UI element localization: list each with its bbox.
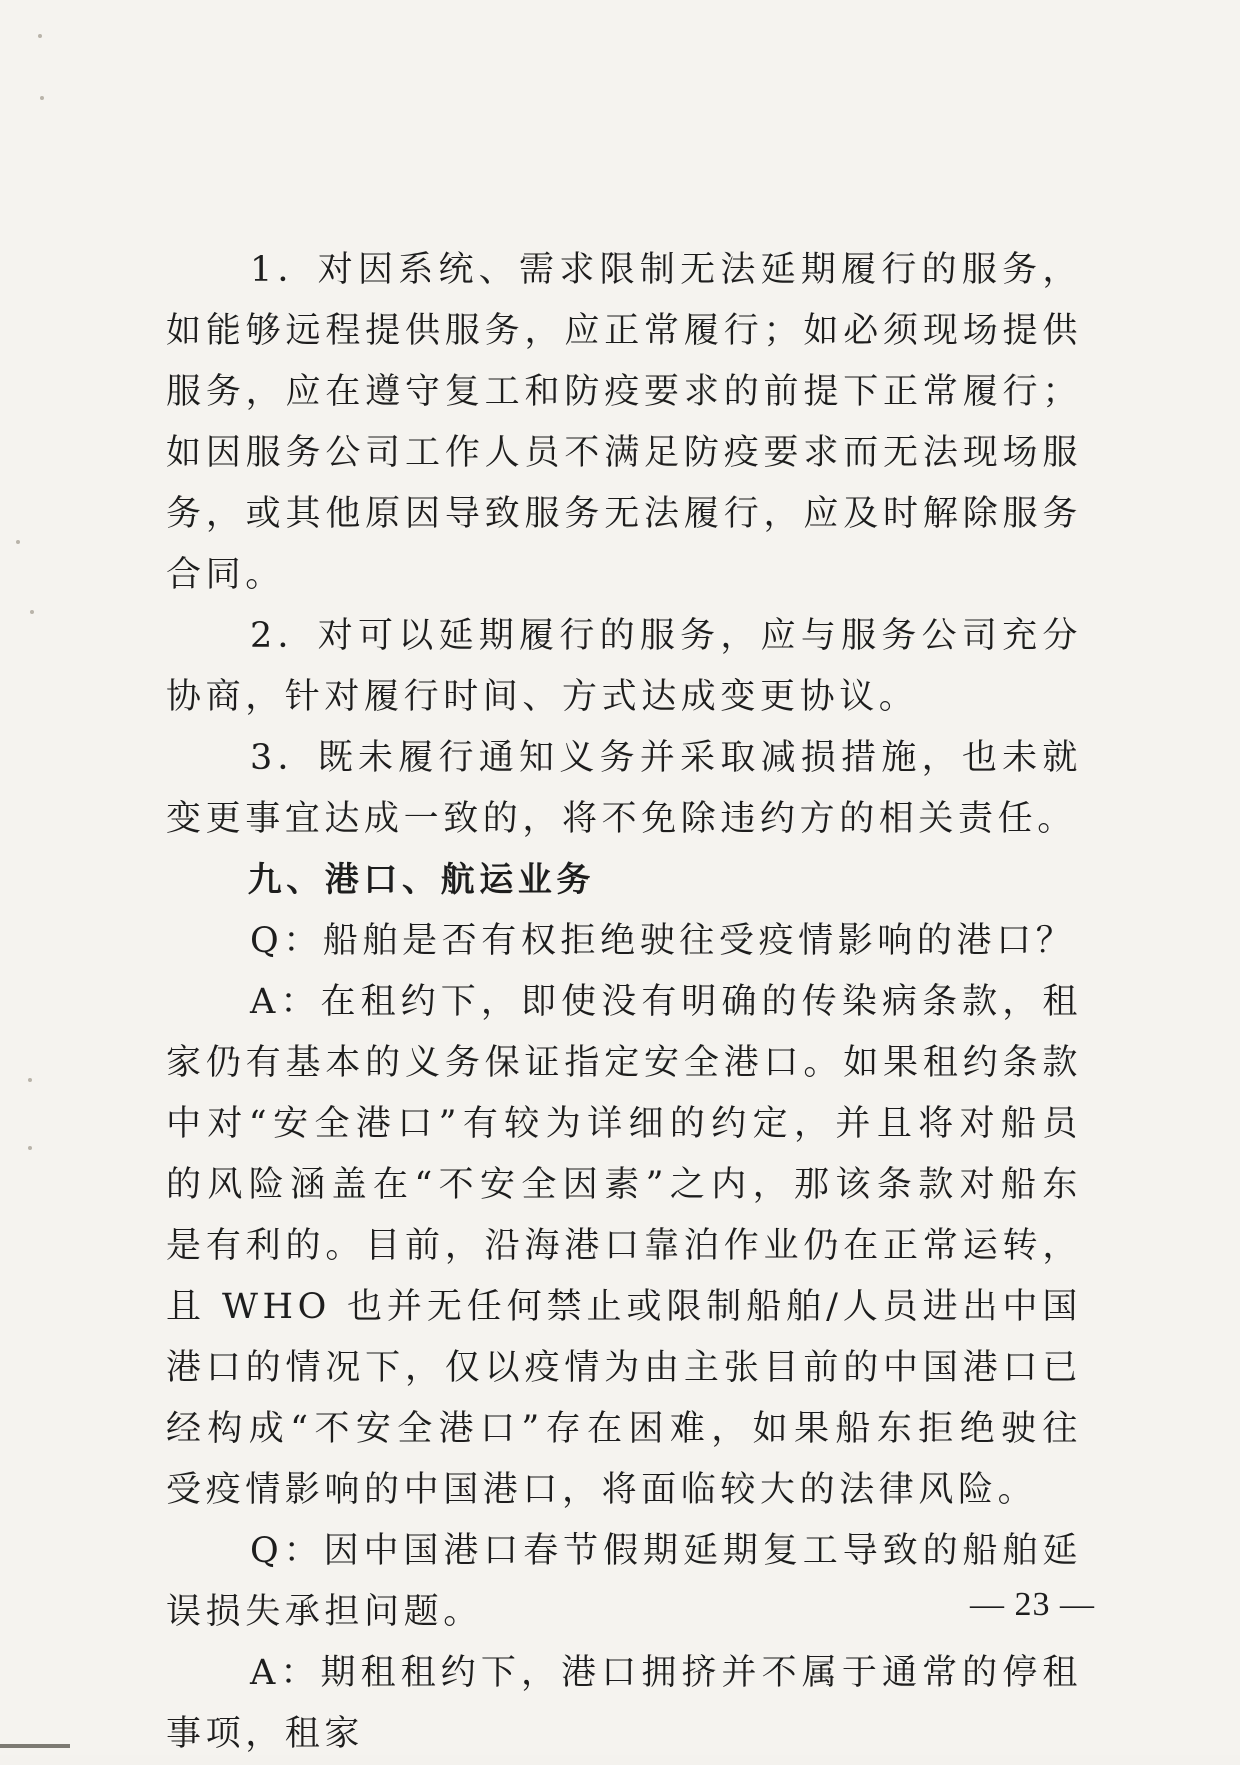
document-body <box>166 240 1082 1765</box>
scan-speck <box>28 1146 32 1150</box>
answer-2: A：期租租约下，港口拥挤并不属于通常的停租事项，租家 <box>166 1653 1082 1754</box>
paragraph-item-1: 1．对因系统、需求限制无法延期履行的服务，如能够远程提供服务，应正常履行；如必须现场提供服务，应在遵守复工和防疫要求的前提下正常履行；如因服务公司工作人员不满足防疫要求而无法现场服务，或其他原因导致服务无法履行，应及时解除服务合同。 <box>166 250 1082 595</box>
scan-speck <box>16 540 20 544</box>
scan-speck <box>30 610 34 614</box>
section-heading: 九、港口、航运业务 <box>247 860 595 900</box>
page-number: — 23 — <box>970 1586 1095 1623</box>
answer-1: A：在租约下，即使没有明确的传染病条款，租家仍有基本的义务保证指定安全港口。如果租约条款中对“安全港口”有较为详细的约定，并且将对船员的风险涵盖在“不安全因素”之内，那该条款对船东是有利的。目前，沿海港口靠泊作业仍在正常运转，且 WHO 也并无任何禁止或限制船舶/人员进出中国港口的情况下，仅以疫情为由主张目前的中国港口已经构成“不安全港口”存在困难，如果船东拒绝驶往受疫情影响的中国港口，将面临较大的法律风险。 <box>166 982 1082 1510</box>
scan-speck <box>28 1078 32 1082</box>
question-2: Q：因中国港口春节假期延期复工导致的船舶延误损失承担问题。 <box>166 1531 1082 1632</box>
scan-speck <box>40 96 44 100</box>
scan-edge-bar <box>0 1744 70 1748</box>
question-1: Q：船舶是否有权拒绝驶往受疫情影响的港口？ <box>250 921 1076 961</box>
scan-speck <box>38 34 42 38</box>
paragraph-item-3: 3．既未履行通知义务并采取减损措施，也未就变更事宜达成一致的，将不免除违约方的相关责任。 <box>166 738 1082 839</box>
paragraph-item-2: 2．对可以延期履行的服务，应与服务公司充分协商，针对履行时间、方式达成变更协议。 <box>166 616 1082 717</box>
